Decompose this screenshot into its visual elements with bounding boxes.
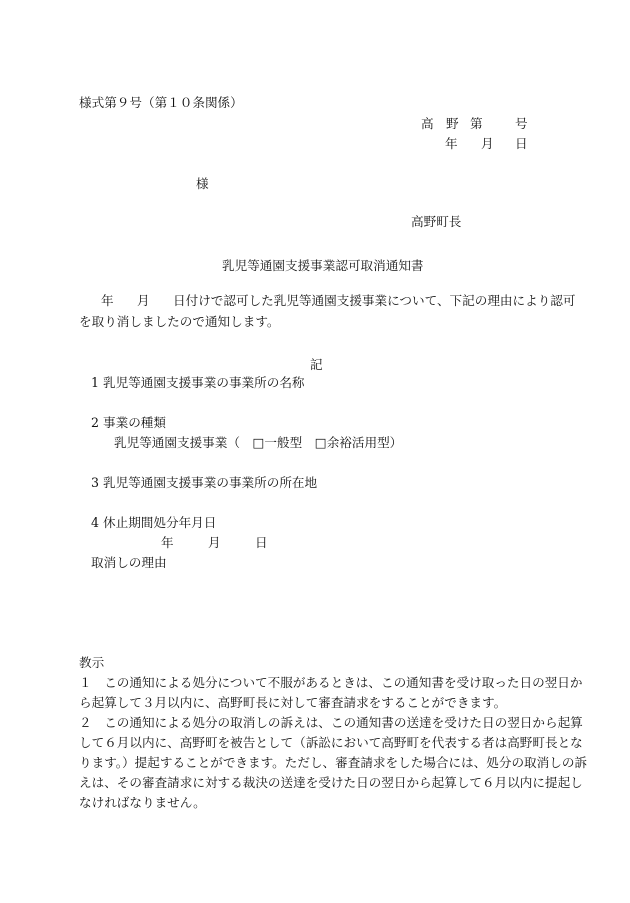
notice-line: ら起算して３月以内に、高野町長に対して審査請求をすることができます。 — [79, 695, 507, 710]
doc-number-c: 第 — [470, 116, 483, 131]
notice-heading: 教示 — [79, 655, 105, 670]
notice-line: １ この通知による処分について不服があるときは、この通知書を受け取った日の翌日か — [79, 675, 583, 690]
notice-line: えは、その審査請求に対する裁決の送達を受けた日の翌日から起算して６月以内に提起し — [79, 775, 583, 790]
item-2-detail: 乳児等通園支援事業（ □一般型 □余裕活用型） — [114, 435, 403, 450]
doc-number-d: 号 — [515, 116, 528, 131]
addressee-suffix: 様 — [196, 176, 209, 191]
item-4: 4 休止期間処分年月日 — [91, 515, 217, 530]
doc-number-b: 野 — [446, 116, 459, 131]
item-2: 2 事業の種類 — [91, 415, 166, 430]
body-year: 年 — [101, 293, 114, 308]
body-month: 月 — [137, 293, 150, 308]
notice-line: ２ この通知による処分の取消しの訴えは、この通知書の送達を受けた日の翌日から起算 — [79, 715, 583, 730]
issuer: 高野町長 — [411, 214, 462, 229]
item-1: 1 乳児等通園支援事業の事業所の名称 — [91, 375, 305, 390]
ki-heading: 記 — [310, 357, 323, 372]
date-day: 日 — [515, 136, 528, 151]
form-number: 様式第９号（第１０条関係） — [79, 95, 243, 110]
reason-label: 取消しの理由 — [91, 555, 167, 570]
notice-line: ります。）提起することができます。ただし、審査請求をした場合には、処分の取消しの訴 — [79, 755, 588, 770]
document-title: 乳児等通園支援事業認可取消通知書 — [222, 258, 424, 273]
date-month: 月 — [481, 136, 494, 151]
body-line1: 日付けで認可した乳児等通園支援事業について、下記の理由により認可 — [173, 293, 576, 308]
item-4-year: 年 — [161, 535, 174, 550]
date-year: 年 — [445, 136, 458, 151]
item-4-month: 月 — [208, 535, 221, 550]
notice-line: なければなりません。 — [79, 795, 206, 810]
item-4-day: 日 — [255, 535, 268, 550]
body-line2: を取り消しましたので通知します。 — [79, 314, 280, 329]
item-3: 3 乳児等通園支援事業の事業所の所在地 — [91, 475, 318, 490]
notice-line: して６月以内に、高野町を被告として（訴訟において高野町を代表する者は高野町長とな — [79, 735, 583, 750]
doc-number-a: 高 — [421, 116, 434, 131]
